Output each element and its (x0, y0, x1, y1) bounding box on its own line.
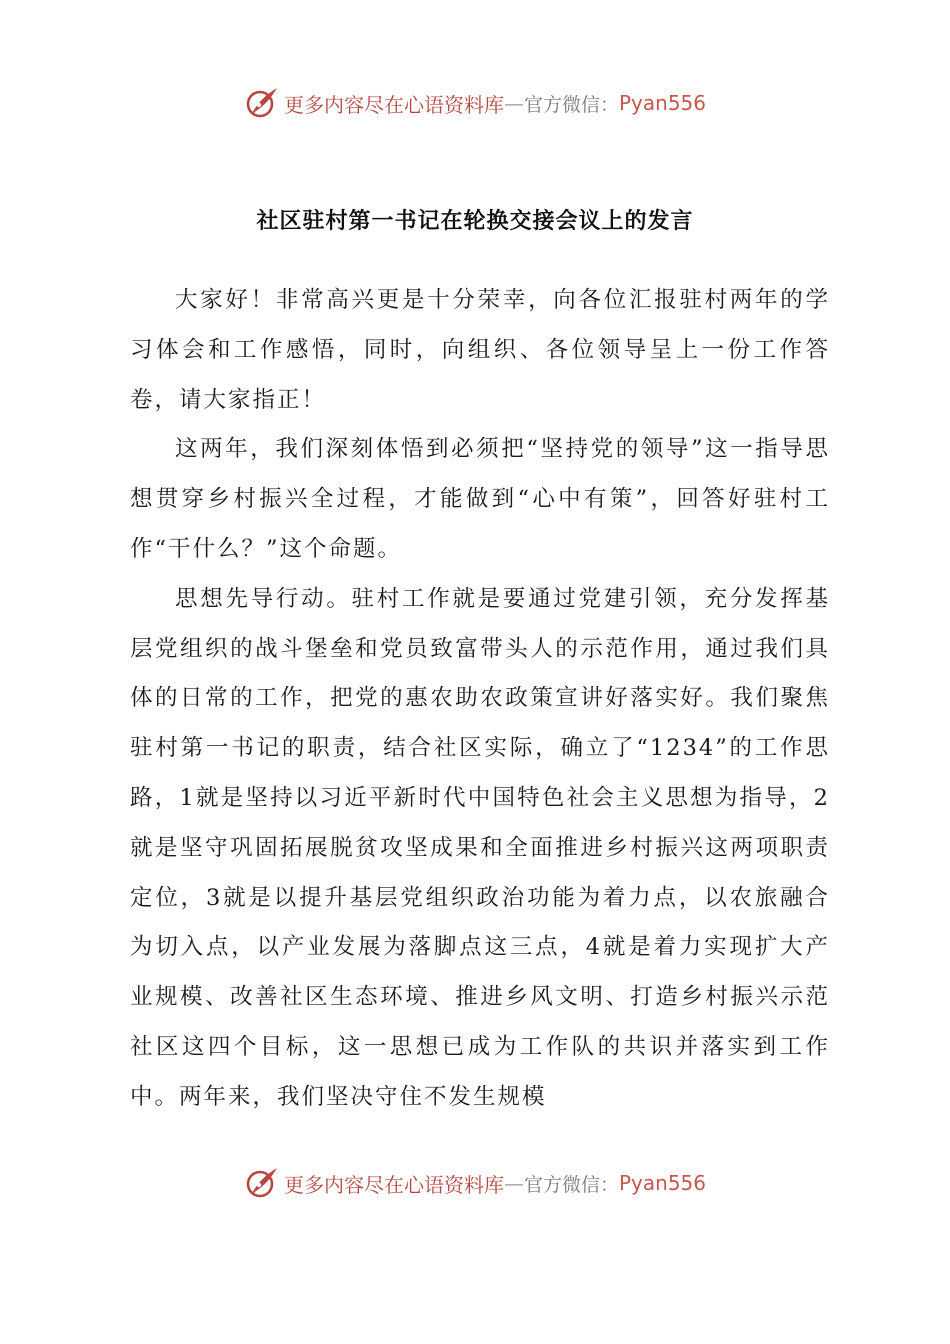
quill-logo-icon (244, 1165, 280, 1201)
paragraph-2: 这两年，我们深刻体悟到必须把“坚持党的领导”这一指导思想贯穿乡村振兴全过程，才能做到“心中有策”，回答好驻村工作“干什么？”这个命题。 (130, 436, 830, 562)
footer-wechat-label: 官方微信： (523, 1173, 619, 1196)
quill-logo-icon (244, 85, 280, 121)
header-banner (0, 83, 950, 123)
banner-wechat-id: Pyan556 (619, 91, 707, 115)
footer-banner (0, 1163, 950, 1203)
paragraph-3: 思想先导行动。驻村工作就是要通过党建引领，充分发挥基层党组织的战斗堡垒和党员致富带头人的示范作用，通过我们具体的日常的工作，把党的惠农助农政策宣讲好落实好。我们聚焦驻村第一书记的职责，结合社区实际，确立了“1234”的工作思路，1就是坚持以习近平新时代中国特色社会主义思想为指导，2就是坚守巩固拓展脱贫攻坚成果和全面推进乡村振兴这两项职责定位，3就是以提升基层党组织政治功能为着力点，以农旅融合为切入点，以产业发展为落脚点这三点，4就是着力实现扩大产业规模、改善社区生态环境、推进乡风文明、打造乡村振兴示范社区这四个目标，这一思想已成为工作队的共识并落实到工作中。两年来，我们坚决守住不发生规模 (130, 585, 830, 1110)
document-body (130, 276, 830, 1123)
document-title: 社区驻村第一书记在轮换交接会议上的发言 (256, 209, 694, 234)
footer-wechat-id: Pyan556 (619, 1171, 707, 1195)
paragraph-1: 大家好！非常高兴更是十分荣幸，向各位汇报驻村两年的学习体会和工作感悟，同时，向组织、各位领导呈上一份工作答卷，请大家指正！ (130, 287, 830, 413)
footer-separator: — (503, 1171, 524, 1195)
footer-main-text: 更多内容尽在心语资料库 (283, 1172, 504, 1197)
banner-wechat-label: 官方微信： (523, 93, 619, 116)
banner-main-text: 更多内容尽在心语资料库 (283, 92, 504, 117)
banner-separator: — (503, 91, 524, 115)
